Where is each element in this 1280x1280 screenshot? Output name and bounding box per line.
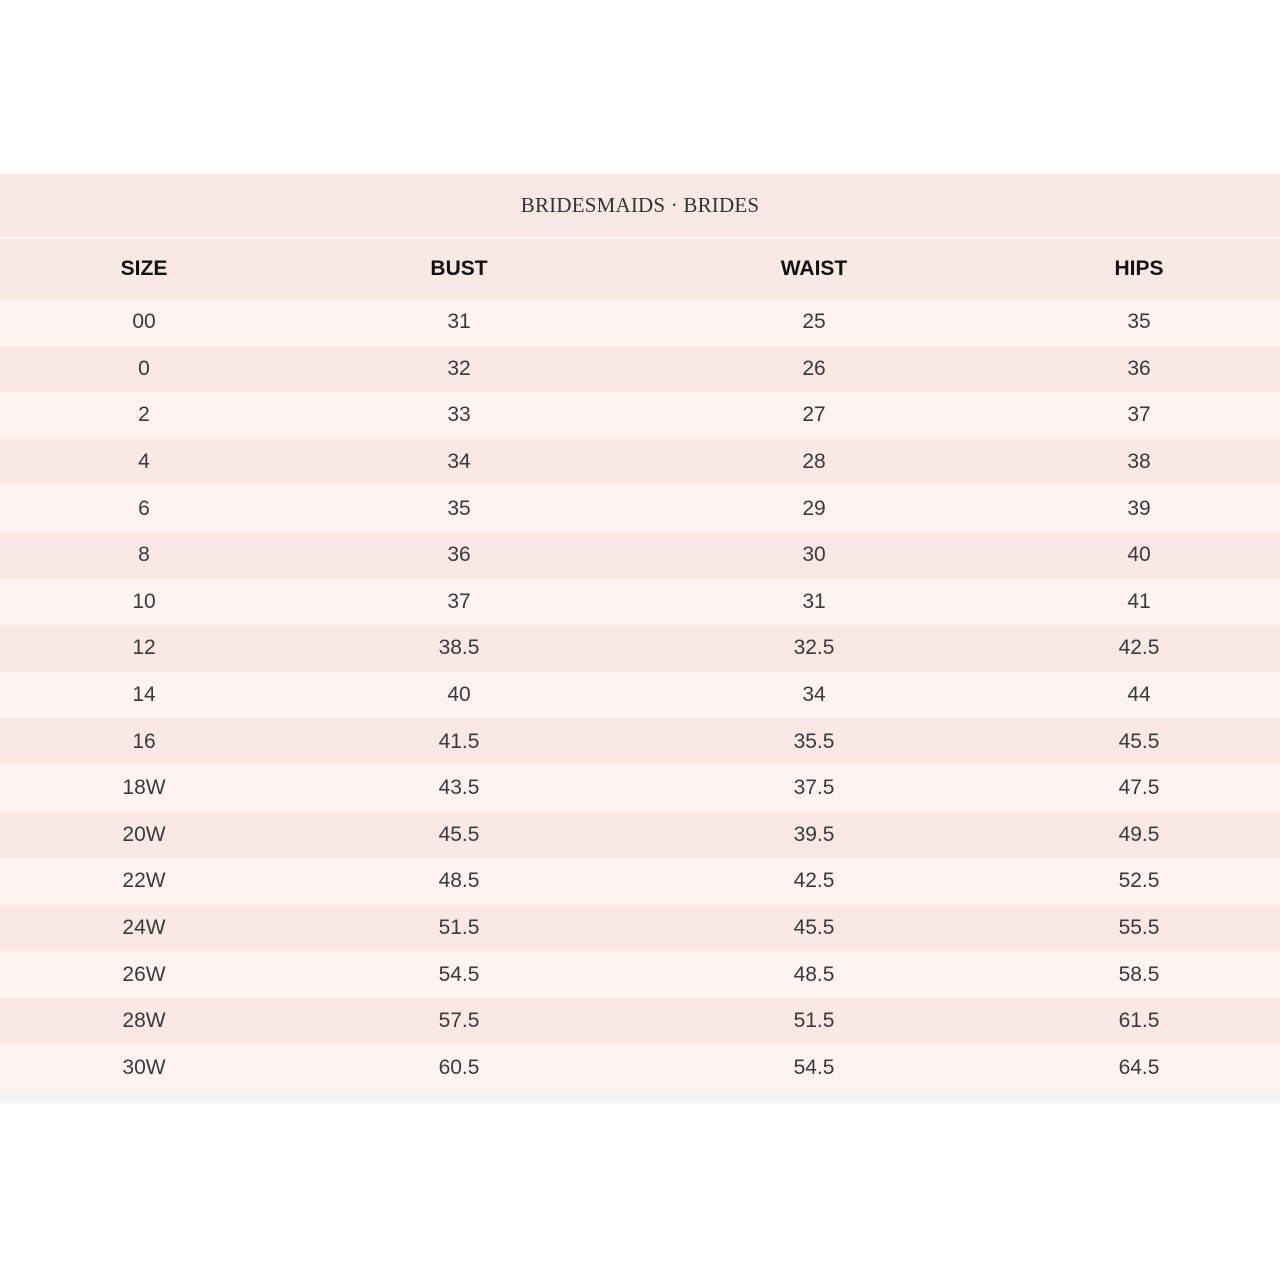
table-row [0, 439, 1280, 486]
cell-hips: 40 [998, 532, 1280, 579]
cell-bust: 43.5 [288, 765, 630, 812]
cell-hips: 39 [998, 485, 1280, 532]
table-row [0, 765, 1280, 812]
table-row [0, 672, 1280, 719]
cell-waist: 42.5 [630, 858, 998, 905]
cell-hips: 58.5 [998, 951, 1280, 998]
cell-bust: 41.5 [288, 718, 630, 765]
table-row [0, 532, 1280, 579]
table-row [0, 392, 1280, 439]
cell-bust: 31 [288, 299, 630, 346]
table-row [0, 346, 1280, 393]
cell-size: 18W [0, 765, 288, 812]
cell-hips: 38 [998, 439, 1280, 486]
cell-bust: 34 [288, 439, 630, 486]
cell-hips: 64.5 [998, 1045, 1280, 1092]
header-row [0, 239, 1280, 299]
cell-hips: 44 [998, 672, 1280, 719]
cell-waist: 37.5 [630, 765, 998, 812]
cell-waist: 28 [630, 439, 998, 486]
cell-hips: 36 [998, 346, 1280, 393]
column-header-bust: BUST [288, 239, 630, 299]
cell-bust: 32 [288, 346, 630, 393]
table-bottom-border [0, 1091, 1280, 1103]
cell-bust: 33 [288, 392, 630, 439]
cell-size: 20W [0, 812, 288, 859]
cell-waist: 27 [630, 392, 998, 439]
column-header-size: SIZE [0, 239, 288, 299]
cell-size: 10 [0, 579, 288, 626]
cell-waist: 54.5 [630, 1045, 998, 1092]
table-row [0, 812, 1280, 859]
cell-bust: 60.5 [288, 1045, 630, 1092]
column-header-waist: WAIST [630, 239, 998, 299]
cell-hips: 47.5 [998, 765, 1280, 812]
cell-waist: 32.5 [630, 625, 998, 672]
cell-waist: 30 [630, 532, 998, 579]
cell-waist: 48.5 [630, 951, 998, 998]
cell-size: 12 [0, 625, 288, 672]
cell-size: 30W [0, 1045, 288, 1092]
cell-hips: 41 [998, 579, 1280, 626]
cell-waist: 26 [630, 346, 998, 393]
table-row [0, 858, 1280, 905]
cell-bust: 35 [288, 485, 630, 532]
table-row [0, 951, 1280, 998]
cell-hips: 35 [998, 299, 1280, 346]
cell-waist: 39.5 [630, 812, 998, 859]
cell-hips: 45.5 [998, 718, 1280, 765]
cell-bust: 48.5 [288, 858, 630, 905]
cell-waist: 51.5 [630, 998, 998, 1045]
cell-bust: 45.5 [288, 812, 630, 859]
cell-hips: 55.5 [998, 905, 1280, 952]
table-row [0, 998, 1280, 1045]
cell-size: 8 [0, 532, 288, 579]
cell-bust: 54.5 [288, 951, 630, 998]
table-row [0, 299, 1280, 346]
cell-size: 14 [0, 672, 288, 719]
table-row [0, 905, 1280, 952]
cell-bust: 38.5 [288, 625, 630, 672]
cell-bust: 36 [288, 532, 630, 579]
cell-size: 28W [0, 998, 288, 1045]
cell-hips: 61.5 [998, 998, 1280, 1045]
cell-size: 16 [0, 718, 288, 765]
cell-size: 26W [0, 951, 288, 998]
cell-size: 6 [0, 485, 288, 532]
table-row [0, 1045, 1280, 1092]
size-chart [0, 174, 1280, 1103]
cell-bust: 57.5 [288, 998, 630, 1045]
cell-size: 00 [0, 299, 288, 346]
cell-size: 2 [0, 392, 288, 439]
table-row [0, 625, 1280, 672]
cell-hips: 52.5 [998, 858, 1280, 905]
column-header-hips: HIPS [998, 239, 1280, 299]
cell-bust: 37 [288, 579, 630, 626]
cell-waist: 34 [630, 672, 998, 719]
cell-size: 4 [0, 439, 288, 486]
cell-hips: 42.5 [998, 625, 1280, 672]
cell-size: 0 [0, 346, 288, 393]
cell-size: 24W [0, 905, 288, 952]
cell-bust: 51.5 [288, 905, 630, 952]
table-row [0, 718, 1280, 765]
cell-waist: 31 [630, 579, 998, 626]
cell-size: 22W [0, 858, 288, 905]
cell-bust: 40 [288, 672, 630, 719]
cell-waist: 29 [630, 485, 998, 532]
table-body [0, 299, 1280, 1091]
table-row [0, 485, 1280, 532]
cell-waist: 35.5 [630, 718, 998, 765]
chart-title: BRIDESMAIDS · BRIDES [0, 174, 1280, 239]
cell-waist: 25 [630, 299, 998, 346]
cell-waist: 45.5 [630, 905, 998, 952]
cell-hips: 37 [998, 392, 1280, 439]
table-row [0, 579, 1280, 626]
cell-hips: 49.5 [998, 812, 1280, 859]
size-table [0, 239, 1280, 1091]
